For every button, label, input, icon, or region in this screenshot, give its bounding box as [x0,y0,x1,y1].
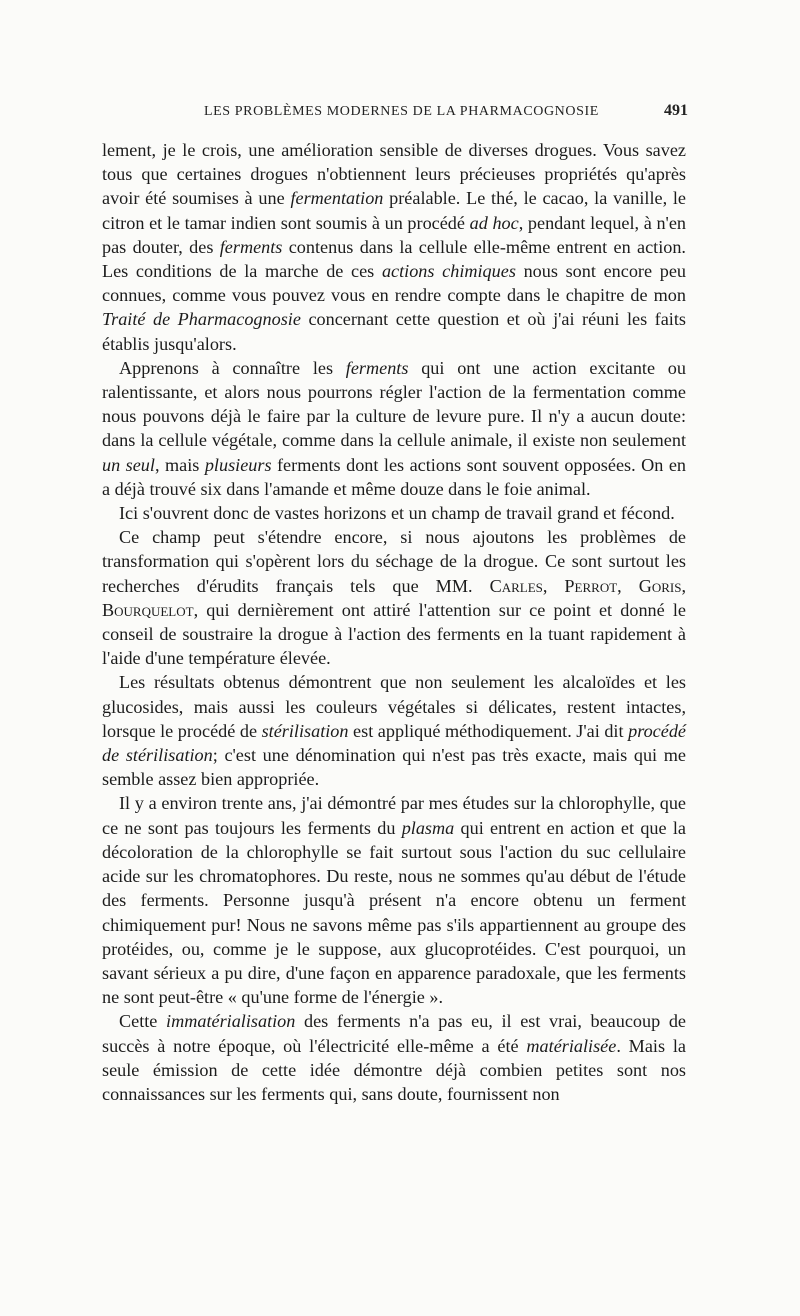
text-run: Cette [119,1011,167,1032]
paragraph [102,138,686,356]
italic-text: immatérialisation [166,1011,296,1032]
text-run: Apprenons à connaître les [119,357,346,378]
author-name: Perrot [564,575,618,596]
paragraph [102,791,686,1009]
text-run: lement, je le crois, une amélioration sensible de diverses drogues. Vous savez tous que certaines drogues n'obtiennent leurs précieuses propriétés qu'après avoir été soumises à une [102,140,686,209]
text-run: qui entrent en action et que la décoloration de la chlorophylle se fait surtout sous l'action du suc cellulaire acide sur les chromatophores. Du reste, nous ne sommes qu'au début de l'étude des ferments. Personne jusqu'à présent n'a encore obtenu un ferment chimiquement pur! Nous ne savons même pas s'ils appartiennent au groupe des protéides, ou, comme je le suppose, aux glucoprotéides. C'est pourquoi, un savant sérieux a pu dire, d'une façon en apparence paradoxale, que les ferments ne sont peut-être « qu'une forme de l'énergie ». [102,817,686,1008]
italic-text: un seul [102,454,155,475]
paragraph [102,501,686,525]
author-name: Goris [638,575,682,596]
italic-text: ad hoc [469,212,519,233]
text-run: , [542,575,565,596]
italic-text: Traité de Pharmacognosie [102,309,301,330]
paragraph [102,670,686,791]
italic-text: actions chimiques [381,261,516,282]
text-run: concernant cette question et où j'ai réuni les faits établis jusqu'alors. [102,309,686,354]
text-run: Il y a environ trente ans, j'ai démontré par mes études sur la chlorophylle, que ce ne sont pas toujours les ferments du [102,793,686,838]
text-run: ; c'est une dénomination qui n'est pas très exacte, mais qui me semble assez bien appropriée. [102,745,686,790]
text-run: nous sont encore peu connues, comme vous pouvez vous en rendre compte dans le chapitre de mon [102,261,686,306]
italic-text: procédé de stérilisation [102,720,686,766]
text-run: , qui dernièrement ont attiré l'attention sur ce point et donné le conseil de soustraire la drogue à l'action des ferments en la tuant rapidement à l'aide d'une température élevée. [102,599,686,669]
text-run: . Mais la seule émission de cette idée démontre déjà combien petites sont nos connaissances sur les ferments qui, sans doute, fournissent non [102,1035,686,1104]
text-run: Les résultats obtenus démontrent que non seulement les alcaloïdes et les glucosides, mais aussi les couleurs végétales si délicates, restent intactes, lorsque le procédé de [102,672,686,741]
paragraph [102,525,686,670]
author-name: Carles [489,575,543,596]
text-run: qui ont une action excitante ou ralentissante, et alors nous pourrons régler l'action de la fermentation comme nous pouvons déjà le faire par la culture de levure pure. Il n'y a aucun doute: dans la cellule végétale, comme dans la cellule animale, il existe non seulement [102,357,686,451]
text-run: des ferments n'a pas eu, il est vrai, beaucoup de succès à notre époque, où l'électricité elle-même a été [102,1011,686,1056]
text-run: Ici s'ouvrent donc de vastes horizons et un champ de travail grand et fécond. [119,503,675,524]
text-run: , mais [154,454,205,475]
paragraph [102,1009,686,1106]
text-run: , pendant lequel, à n'en pas douter, des [102,212,686,257]
text-run: est appliqué méthodiquement. J'ai dit [348,720,629,741]
text-run: , [617,575,639,596]
italic-text: ferments [345,357,409,378]
paragraph [102,356,686,501]
text-run: contenus dans la cellule elle-même entrent en action. Les conditions de la marche de ces [102,236,686,282]
italic-text: stérilisation [261,720,349,741]
italic-text: fermentation [290,188,384,209]
page-number: 491 [664,102,688,119]
text-run: ferments dont les actions sont souvent opposées. On en a déjà trouvé six dans l'amande et même douze dans le foie animal. [102,454,686,499]
italic-text: matérialisée [526,1035,617,1056]
italic-text: ferments [219,236,283,257]
italic-text: plasma [401,817,455,838]
italic-text: plusieurs [204,454,272,475]
author-name: Bourquelot [102,599,194,620]
running-title: LES PROBLÈMES MODERNES DE LA PHARMACOGNOSIE [204,104,599,119]
body-text [102,138,686,1106]
text-run: , [681,575,687,596]
text-run: préalable. Le thé, le cacao, la vanille, le citron et le tamar indien sont soumis à un procédé [102,188,687,233]
text-run: Ce champ peut s'étendre encore, si nous ajoutons les problèmes de transformation qui s'opèrent lors du séchage de la drogue. Ce sont surtout les recherches d'érudits français tels que MM. [102,527,686,596]
